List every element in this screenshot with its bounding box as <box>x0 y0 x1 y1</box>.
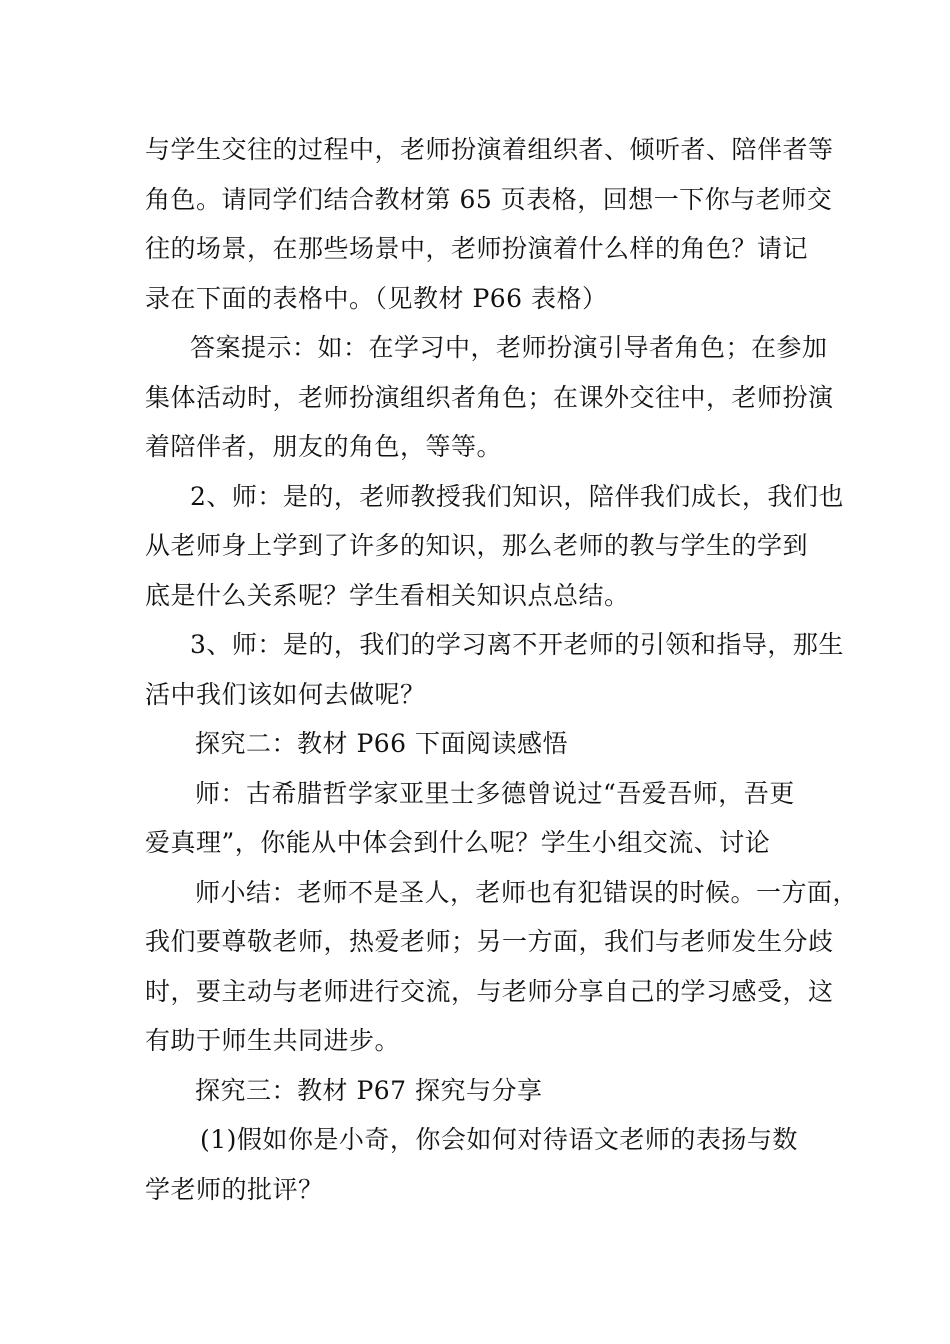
text-line: 时，要主动与老师进行交流，与老师分享自己的学习感受，这 <box>145 977 834 1006</box>
text-line: 集体活动时，老师扮演组织者角色；在课外交往中，老师扮演 <box>145 383 834 412</box>
text-line: 与学生交往的过程中，老师扮演着组织者、倾听者、陪伴者等 <box>145 135 834 164</box>
text-line: 往的场景，在那些场景中，老师扮演着什么样的角色？请记 <box>145 234 809 263</box>
answer-hint-line: 答案提示：如：在学习中，老师扮演引导者角色；在参加 <box>190 333 828 362</box>
text-line: 爱真理”，你能从中体会到什么呢？学生小组交流、讨论 <box>145 828 771 857</box>
paragraph-2-line: 2、师：是的，老师教授我们知识，陪伴我们成长，我们也 <box>190 482 844 511</box>
text-line: 有助于师生共同进步。 <box>145 1026 401 1055</box>
text-line: 录在下面的表格中。（见教材 P66 表格） <box>145 284 608 313</box>
section-heading-explore-2: 探究二：教材 P66 下面阅读感悟 <box>195 729 569 758</box>
text-line: 活中我们该如何去做呢？ <box>145 680 426 709</box>
text-line: 我们要尊敬老师，热爱老师；另一方面，我们与老师发生分歧 <box>145 927 834 956</box>
paragraph-3-line: 3、师：是的，我们的学习离不开老师的引领和指导，那生 <box>190 630 844 659</box>
question-1-line: (1)假如你是小奇，你会如何对待语文老师的表扬与数 <box>200 1125 798 1154</box>
text-line: 着陪伴者，朋友的角色，等等。 <box>145 432 503 461</box>
text-line: 角色。请同学们结合教材第 65 页表格，回想一下你与老师交 <box>145 185 833 214</box>
text-line: 从老师身上学到了许多的知识，那么老师的教与学生的学到 <box>145 531 809 560</box>
text-line: 学老师的批评？ <box>145 1175 324 1204</box>
text-line: 底是什么关系呢？学生看相关知识点总结。 <box>145 581 630 610</box>
teacher-quote-line: 师：古希腊哲学家亚里士多德曾说过“吾爱吾师，吾更 <box>195 779 795 808</box>
teacher-summary-line: 师小结：老师不是圣人，老师也有犯错误的时候。一方面， <box>195 878 859 907</box>
section-heading-explore-3: 探究三：教材 P67 探究与分享 <box>195 1076 543 1105</box>
